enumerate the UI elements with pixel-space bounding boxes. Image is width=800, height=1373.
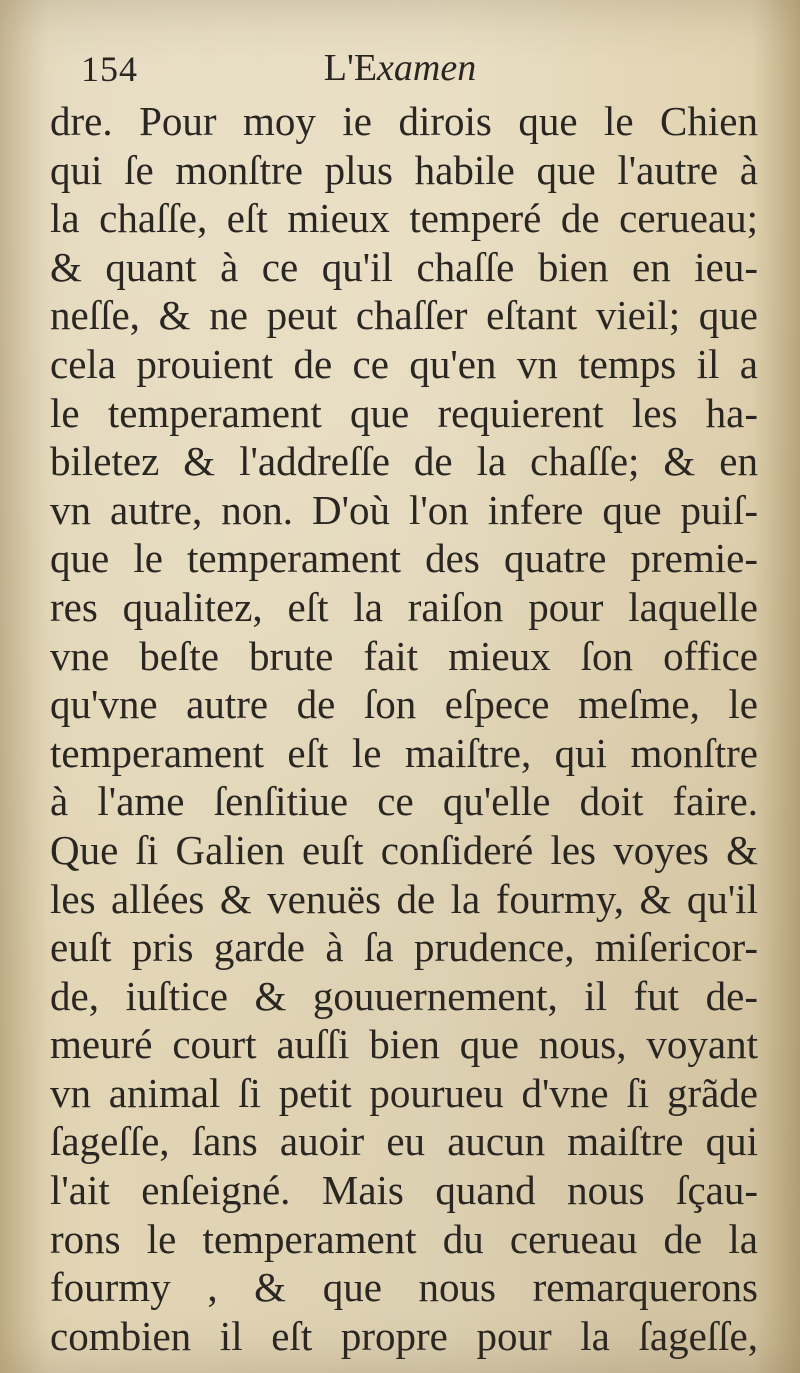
text-line: fourmy , & que nous remarquerons (50, 1264, 758, 1311)
text-line: le temperament que requierent les ha- (50, 389, 758, 436)
text-line: l'ait enſeigné. Mais quand nous ſçau- (50, 1167, 758, 1214)
text-line: res qualitez, eſt la raiſon pour laquelle (50, 583, 758, 630)
running-title (48, 46, 752, 90)
text-line: cela prouient de ce qu'en vn temps il a (50, 340, 758, 387)
text-line: & quant à ce qu'il chaſſe bien en ieu- (50, 243, 758, 290)
text-line: dre. Pour moy ie dirois que le Chien (50, 98, 758, 144)
text-line: neſſe, & ne peut chaſſer eſtant vieil; que (50, 292, 758, 339)
running-title-prefix: L'E (323, 47, 378, 89)
text-line: biletez & l'addreſſe de la chaſſe; & en (50, 438, 758, 485)
body-text (50, 97, 758, 1360)
text-line: ſageſſe, ſans auoir eu aucun maiſtre qui (50, 1118, 758, 1165)
running-title-italic: xamen (377, 47, 477, 89)
text-line: combien il eſt propre pour la ſageſſe, (50, 1312, 758, 1359)
text-line: les allées & venuës de la fourmy, & qu'il (50, 875, 758, 922)
running-head (48, 40, 752, 96)
page-number: 154 (81, 49, 138, 89)
text-line: meuré court auſſi bien que nous, voyant (50, 1021, 758, 1068)
text-line: vn animal ſi petit pourueu d'vne ſi grãde (50, 1069, 758, 1116)
text-line: temperament eſt le maiſtre, qui monſtre (50, 729, 758, 776)
text-line: rons le temperament du cerueau de la (50, 1215, 758, 1262)
text-line: la chaſſe, eſt mieux temperé de cerueau; (50, 195, 758, 242)
text-line: qui ſe monſtre plus habile que l'autre à (50, 146, 758, 193)
text-line: Que ſi Galien euſt conſideré les voyes & (50, 826, 758, 873)
text-line: euſt pris garde à ſa prudence, miſericor- (50, 924, 758, 971)
text-line: que le temperament des quatre premie- (50, 535, 758, 582)
text-line: qu'vne autre de ſon eſpece meſme, le (50, 681, 758, 728)
text-line: de, iuſtice & gouuernement, il fut de- (50, 972, 758, 1019)
text-line: vne beſte brute fait mieux ſon office (50, 632, 758, 679)
text-line: vn autre, non. D'où l'on infere que puiſ- (50, 486, 758, 533)
text-line: à l'ame ſenſitiue ce qu'elle doit faire. (50, 778, 758, 825)
